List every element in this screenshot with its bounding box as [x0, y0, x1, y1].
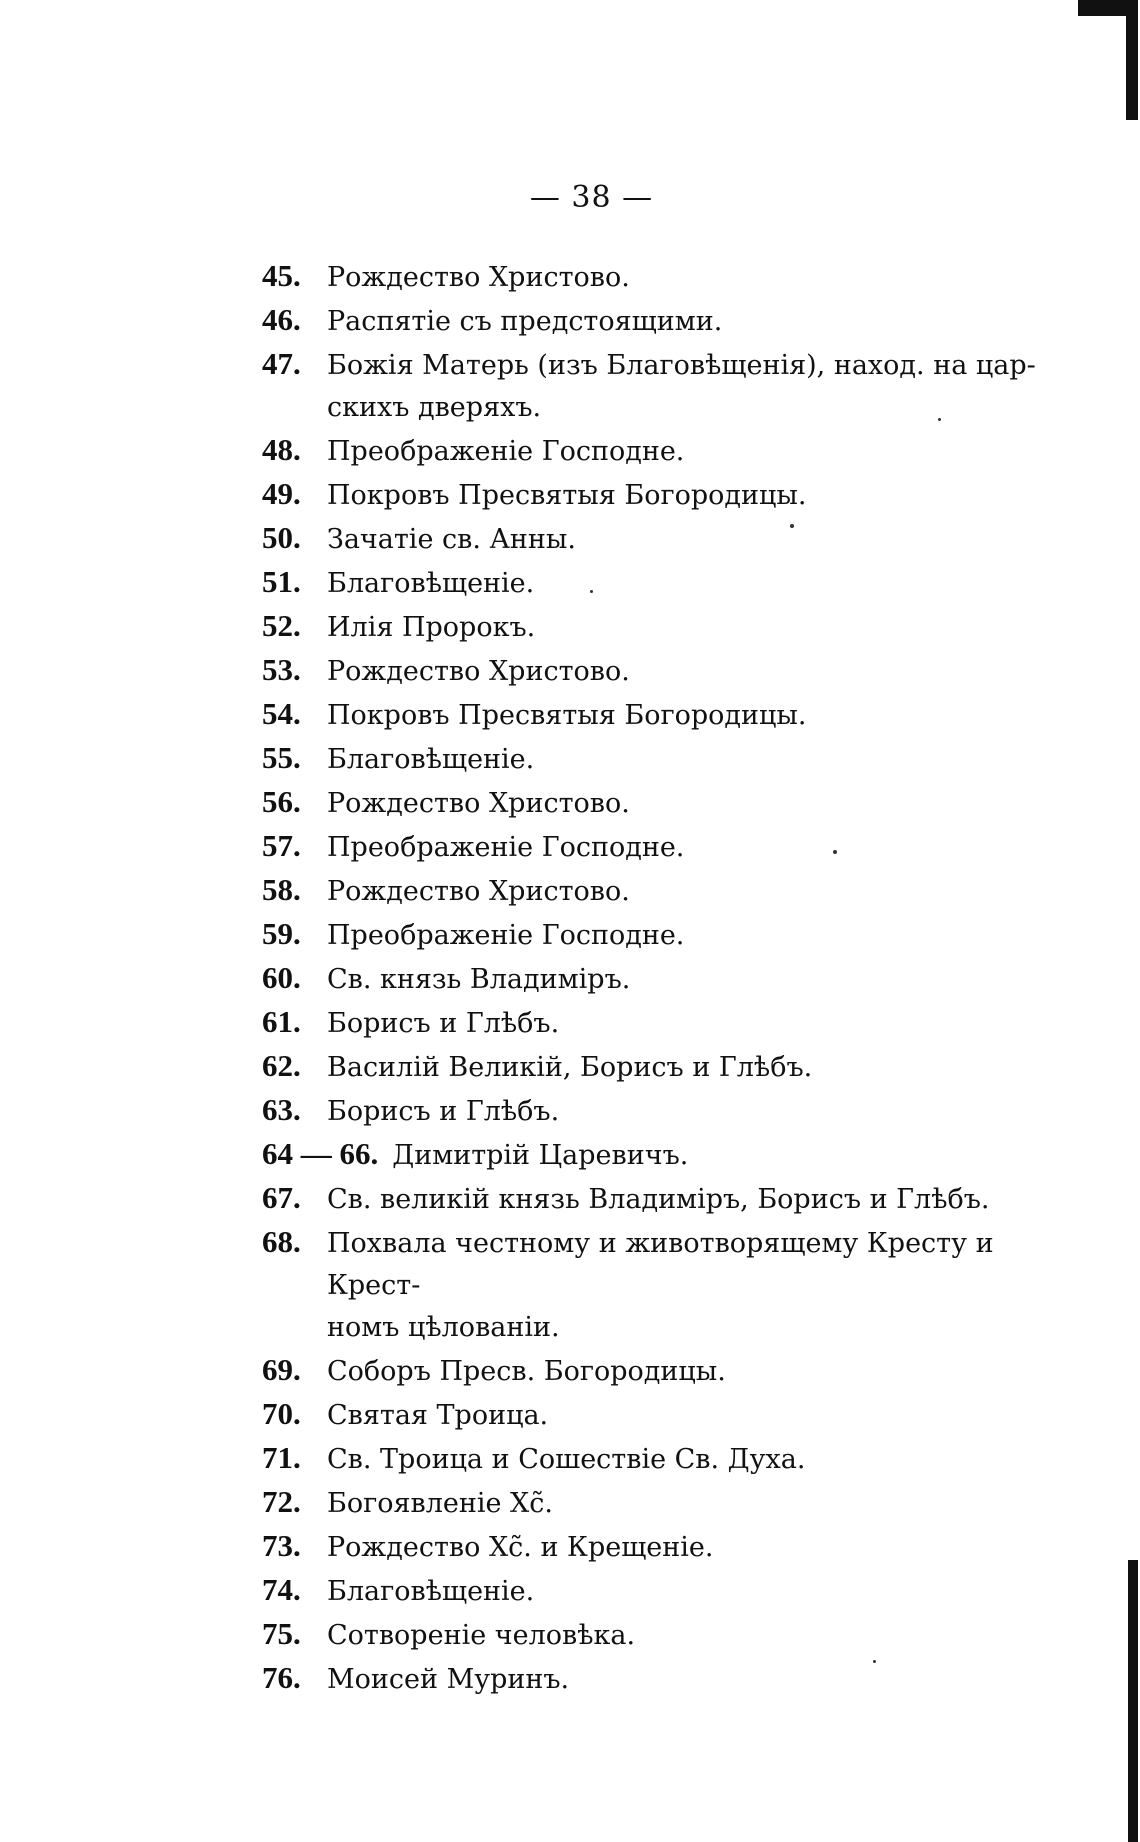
scan-edge-mark-bottom — [1128, 1560, 1138, 1842]
list-item — [262, 1481, 1042, 1525]
entry-number: 45. — [262, 258, 301, 293]
list-item — [262, 1437, 1042, 1481]
entry-number: 60. — [262, 960, 301, 995]
list-item — [262, 1657, 1042, 1701]
entry-title: Рождество Христово. — [327, 656, 630, 687]
entry-number: 73. — [262, 1528, 301, 1563]
entry-title: Борисъ и Глѣбъ. — [327, 1096, 560, 1127]
entry-title: Сотвореніе человѣка. — [327, 1620, 636, 1651]
list-item — [262, 1221, 1042, 1307]
page-number-text: — 38 — — [529, 180, 654, 215]
entry-number: 56. — [262, 784, 301, 819]
page-number — [0, 180, 1140, 215]
entry-title: Преображеніе Господне. — [327, 832, 685, 863]
entry-title: Св. Троица и Сошествіе Св. Духа. — [327, 1444, 806, 1475]
entry-title: Борисъ и Глѣбъ. — [327, 1008, 560, 1039]
list-item — [262, 429, 1042, 473]
list-item — [262, 1393, 1042, 1437]
list-item — [262, 957, 1042, 1001]
entry-list — [262, 255, 1042, 1701]
entry-title: Покровъ Пресвятыя Богородицы. — [327, 480, 807, 511]
entry-title: Моисей Муринъ. — [327, 1664, 570, 1695]
entry-number: 74. — [262, 1572, 301, 1607]
entry-title: Преображеніе Господне. — [327, 436, 685, 467]
entry-continuation: номъ цѣлованіи. — [327, 1312, 560, 1343]
entry-number: 59. — [262, 916, 301, 951]
entry-title: Рождество Христово. — [327, 262, 630, 293]
entry-number: 52. — [262, 608, 301, 643]
entry-title: Василій Великій, Борисъ и Глѣбъ. — [327, 1052, 813, 1083]
entry-number: 69. — [262, 1352, 301, 1387]
entry-number: 54. — [262, 696, 301, 731]
list-item — [262, 1133, 1042, 1177]
list-item — [262, 1349, 1042, 1393]
entry-continuation: скихъ дверяхъ. — [327, 392, 542, 423]
list-item — [262, 1613, 1042, 1657]
entry-number: 75. — [262, 1616, 301, 1651]
entry-title: Покровъ Пресвятыя Богородицы. — [327, 700, 807, 731]
list-item — [262, 737, 1042, 781]
list-item — [262, 825, 1042, 869]
list-item — [262, 1525, 1042, 1569]
entry-number: 72. — [262, 1484, 301, 1519]
list-item — [262, 649, 1042, 693]
entry-title: Зачатіе св. Анны. — [327, 524, 576, 555]
entry-title: Св. князь Владиміръ. — [327, 964, 631, 995]
entry-title: Божія Матерь (изъ Благовѣщенія), наход. на цар- — [327, 350, 1036, 381]
list-item — [262, 913, 1042, 957]
entry-title: Соборъ Пресв. Богородицы. — [327, 1356, 726, 1387]
entry-number: 57. — [262, 828, 301, 863]
entry-number: 63. — [262, 1092, 301, 1127]
entry-number: 58. — [262, 872, 301, 907]
entry-number: 67. — [262, 1180, 301, 1215]
list-item — [262, 1177, 1042, 1221]
entry-title: Рождество Хс̃. и Крещеніе. — [327, 1532, 714, 1563]
entry-title: Рождество Христово. — [327, 788, 630, 819]
entry-title: Св. великій князь Владиміръ, Борисъ и Глѣбъ. — [327, 1184, 990, 1215]
entry-number: 76. — [262, 1660, 301, 1695]
entry-title: Благовѣщеніе. — [327, 1576, 535, 1607]
entry-number: 47. — [262, 346, 301, 381]
list-item — [262, 561, 1042, 605]
entry-title: Богоявленіе Хс̃. — [327, 1488, 553, 1519]
list-item — [262, 1045, 1042, 1089]
entry-number: 62. — [262, 1048, 301, 1083]
entry-title: Преображеніе Господне. — [327, 920, 685, 951]
entry-number: 49. — [262, 476, 301, 511]
entry-number: 55. — [262, 740, 301, 775]
entry-title: Распятіе съ предстоящими. — [327, 306, 723, 337]
entry-title: Благовѣщеніе. — [327, 744, 535, 775]
entry-title: Похвала честному и животворящему Кресту и Крест- — [327, 1228, 994, 1301]
list-item — [262, 869, 1042, 913]
entry-number: 70. — [262, 1396, 301, 1431]
entry-number: 48. — [262, 432, 301, 467]
scan-edge-mark-top-vertical — [1126, 0, 1138, 120]
list-item — [262, 473, 1042, 517]
list-item — [262, 605, 1042, 649]
entry-number: 61. — [262, 1004, 301, 1039]
entry-title: Благовѣщеніе. — [327, 568, 535, 599]
list-item — [262, 781, 1042, 825]
entry-title: Рождество Христово. — [327, 876, 630, 907]
list-item — [262, 343, 1042, 387]
entry-title: Илія Пророкъ. — [327, 612, 536, 643]
list-item — [262, 299, 1042, 343]
entry-number: 64 — 66. — [262, 1136, 379, 1171]
entry-number: 53. — [262, 652, 301, 687]
entry-title: Димитрій Царевичъ. — [392, 1140, 689, 1171]
list-item — [262, 693, 1042, 737]
entry-number: 68. — [262, 1224, 301, 1259]
list-item — [262, 1569, 1042, 1613]
list-item — [262, 1001, 1042, 1045]
list-item — [262, 517, 1042, 561]
entry-number: 46. — [262, 302, 301, 337]
entry-number: 51. — [262, 564, 301, 599]
entry-title: Святая Троица. — [327, 1400, 549, 1431]
list-item — [262, 1089, 1042, 1133]
entry-number: 50. — [262, 520, 301, 555]
list-item — [262, 255, 1042, 299]
entry-number: 71. — [262, 1440, 301, 1475]
